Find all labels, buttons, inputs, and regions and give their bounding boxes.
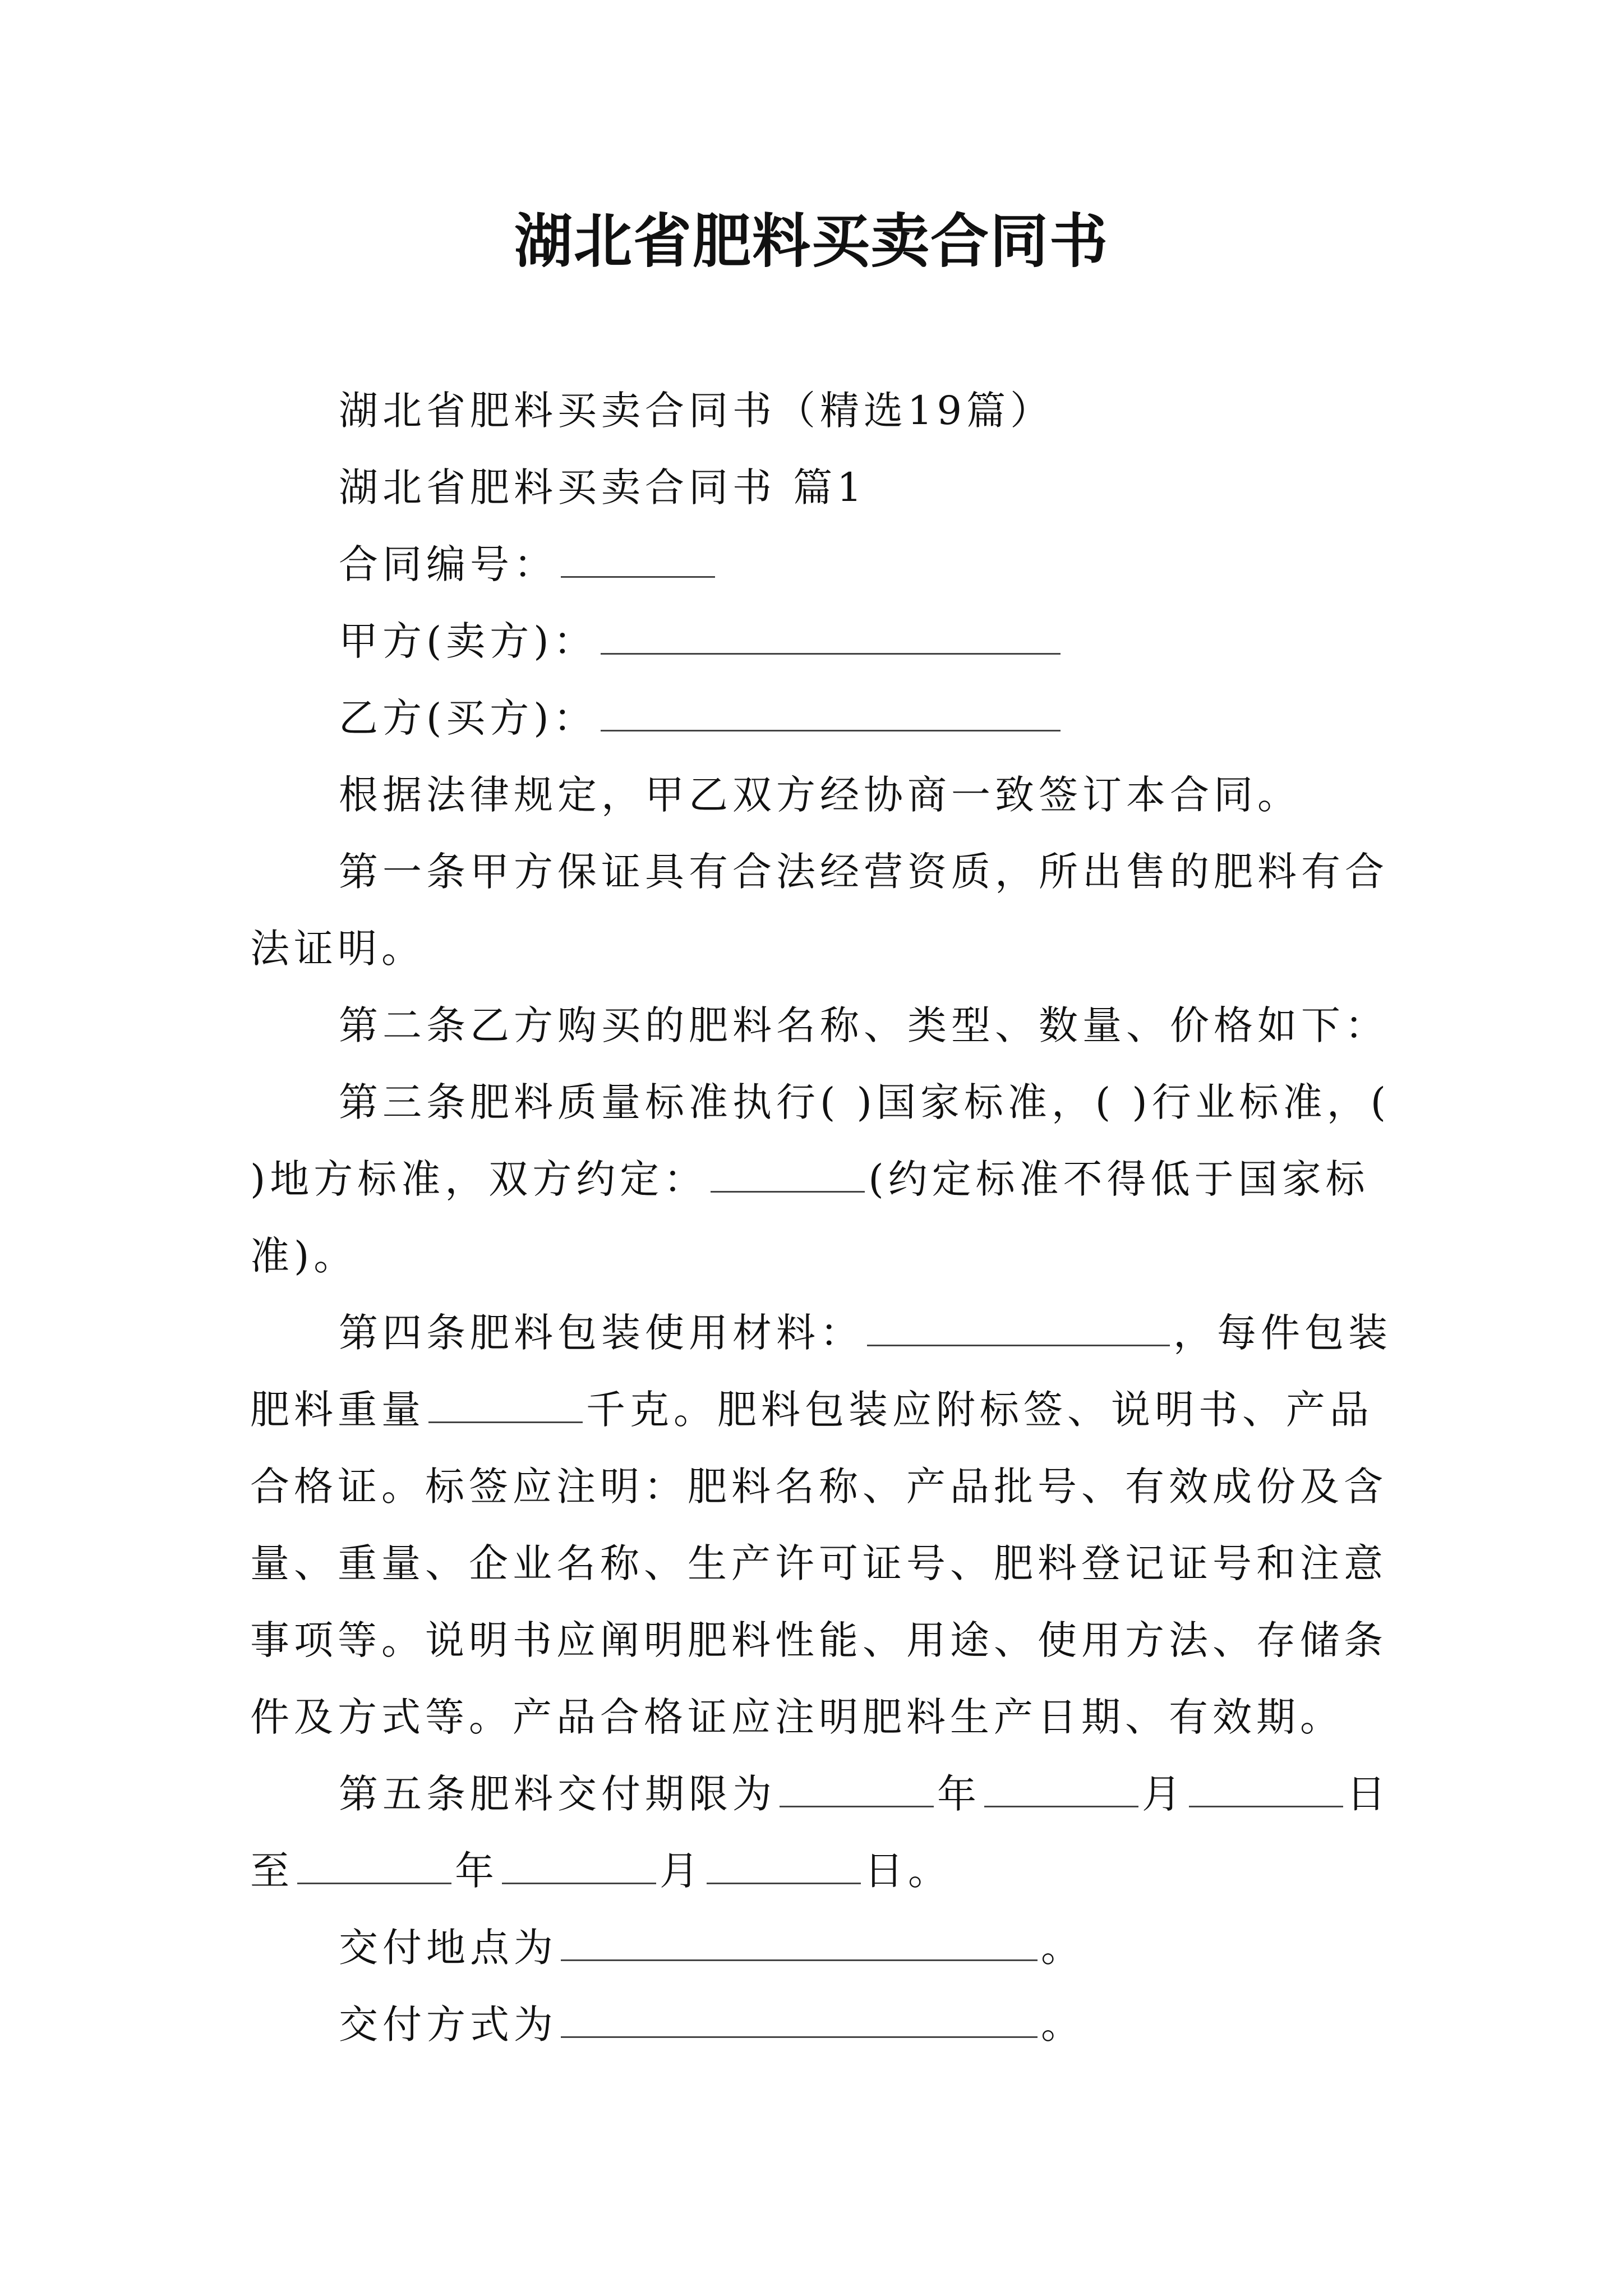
contract-number-label: 合同编号： (339, 541, 557, 587)
delivery-location-end: 。 (1041, 1925, 1085, 1971)
start-year-blank (780, 1764, 934, 1807)
agreed-standard-blank (711, 1149, 865, 1193)
delivery-method-line (250, 1986, 1394, 2063)
delivery-method-label: 交付方式为 (339, 2001, 557, 2047)
party-b-blank (601, 688, 1061, 731)
article-1-paragraph (250, 834, 1394, 987)
document-title: 湖北省肥料买卖合同书 (514, 207, 1109, 275)
end-day-blank (707, 1841, 861, 1884)
package-weight-blank (428, 1380, 583, 1423)
contract-number-line (250, 526, 1394, 603)
article-3-paragraph (250, 1064, 1394, 1295)
article-5-paragraph (250, 1756, 1394, 1910)
preamble-paragraph (250, 757, 1394, 834)
delivery-location-line (250, 1910, 1394, 1986)
collection-heading-text: 湖北省肥料买卖合同书（精选19篇） (339, 388, 1054, 434)
article-4-text-b: ，每件包装肥料重量 (250, 1310, 1392, 1433)
start-year-label: 年 (937, 1771, 981, 1817)
party-a-label: 甲方(卖方)： (339, 618, 597, 664)
article-1-text: 第一条甲方保证具有合法经营资质，所出售的肥料有合法证明。 (250, 849, 1389, 972)
start-month-blank (984, 1764, 1138, 1807)
contract-number-blank (561, 535, 715, 578)
document-body (250, 372, 1394, 2063)
end-day-label: 日。 (864, 1848, 952, 1894)
party-b-line (250, 680, 1394, 757)
article-2-text: 第二条乙方购买的肥料名称、类型、数量、价格如下： (339, 1002, 1389, 1048)
delivery-method-end: 。 (1041, 2001, 1085, 2047)
article-4-text-a: 第四条肥料包装使用材料： (339, 1310, 864, 1356)
article-3-text-b: (约定标准不得低于国家标准)。 (250, 1156, 1370, 1279)
article-5-text-a: 第五条肥料交付期限为 (339, 1771, 776, 1817)
article-3-text-a: 第三条肥料质量标准执行( )国家标准，( )行业标准，( )地方标准，双方约定： (250, 1079, 1391, 1202)
collection-heading (250, 372, 1394, 449)
party-b-label: 乙方(买方)： (339, 695, 597, 741)
end-month-blank (502, 1841, 656, 1884)
end-month-label: 月 (660, 1848, 703, 1894)
section-heading (250, 449, 1394, 526)
delivery-location-label: 交付地点为 (339, 1925, 557, 1971)
start-day-blank (1189, 1764, 1343, 1807)
party-a-blank (601, 611, 1061, 655)
delivery-method-blank (561, 1995, 1038, 2038)
packaging-material-blank (867, 1303, 1170, 1346)
section-heading-text: 湖北省肥料买卖合同书 篇1 (339, 464, 866, 510)
start-month-label: 月 (1142, 1771, 1186, 1817)
end-year-label: 年 (455, 1848, 499, 1894)
article-4-paragraph (250, 1295, 1394, 1756)
end-year-blank (297, 1841, 451, 1884)
article-2-paragraph (250, 987, 1394, 1064)
delivery-location-blank (561, 1918, 1038, 1961)
article-4-text-c: 千克。肥料包装应附标签、说明书、产品合格证。标签应注明：肥料名称、产品批号、有效成份及含量、重量、企业名称、生产许可证号、肥料登记证号和注意事项等。说明书应阐明肥料性能、用途、使用方法、存储条件及方式等。产品合格证应注明肥料生产日期、有效期。 (250, 1387, 1387, 1740)
preamble-text: 根据法律规定，甲乙双方经协商一致签订本合同。 (339, 772, 1301, 818)
party-a-line (250, 603, 1394, 680)
start-day-label: 日至 (250, 1771, 1390, 1894)
